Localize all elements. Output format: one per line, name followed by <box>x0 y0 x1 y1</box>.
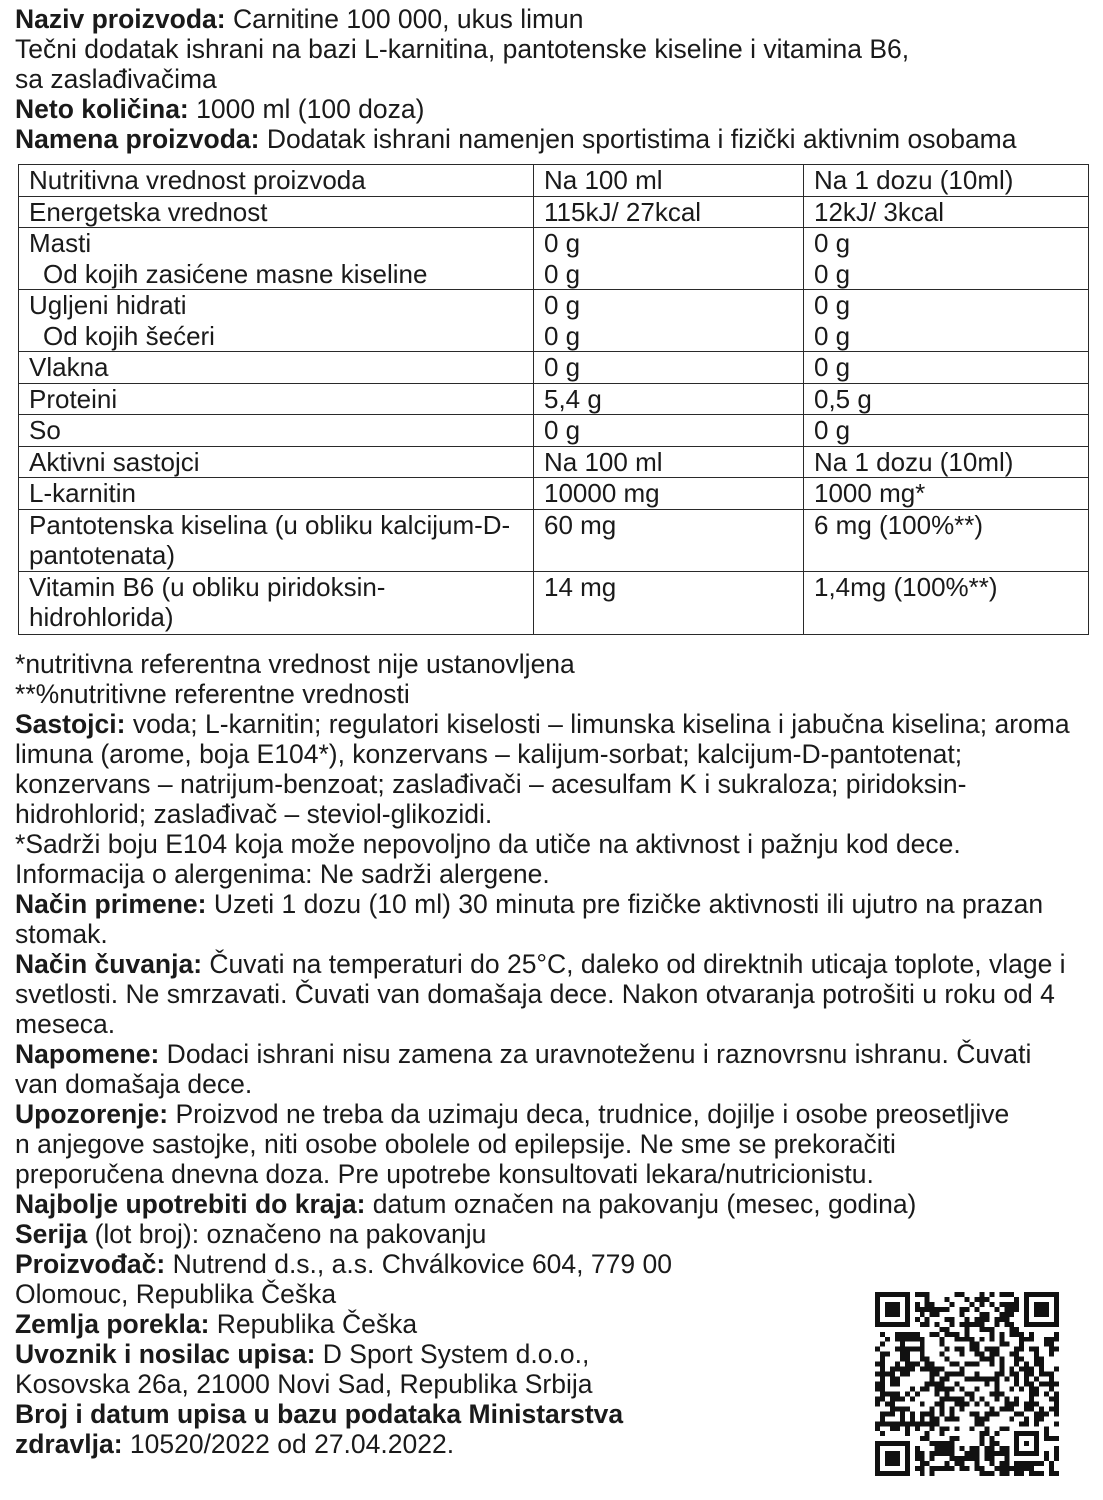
table-row <box>19 165 1089 197</box>
footnote: *nutritivna referentna vrednost nije ustanovljena <box>15 648 575 679</box>
table-cell: 60 mg <box>534 509 804 571</box>
product-purpose: Namena proizvoda: Dodatak ishrani namenjen sportistima i fizički aktivnim osobama <box>15 124 1017 154</box>
allergen-info: Informacija o alergenima: Ne sadrži alergene. <box>15 858 550 889</box>
footnote: **%nutritivne referentne vrednosti <box>15 678 410 709</box>
table-cell: L-karnitin <box>19 478 534 510</box>
table-cell: Energetska vrednost <box>19 196 534 228</box>
producer: Proizvođač: Nutrend d.s., a.s. Chválkovice 604, 779 00 Olomouc, Republika Češka <box>15 1248 672 1309</box>
table-cell: 14 mg <box>534 571 804 634</box>
table-cell: 6 mg (100%**) <box>804 509 1089 571</box>
table-cell: Pantotenska kiselina (u obliku kalcijum-D-pantotenata) <box>19 509 534 571</box>
net-quantity: Neto količina: 1000 ml (100 doza) <box>15 94 425 124</box>
usage: Način primene: Uzeti 1 dozu (10 ml) 30 minuta pre fizičke aktivnosti ili ujutro na prazan stomak. <box>15 888 1044 949</box>
nutrition-table <box>18 164 1089 635</box>
table-row <box>19 478 1089 510</box>
table-cell: 1000 mg* <box>804 478 1089 510</box>
table-cell: 0 g 0 g <box>804 290 1089 352</box>
e104-note: *Sadrži boju E104 koja može nepovoljno da utiče na aktivnost i pažnju kod dece. <box>15 828 961 859</box>
table-cell: 12kJ/ 3kcal <box>804 196 1089 228</box>
table-cell: Na 1 dozu (10ml) <box>804 446 1089 478</box>
remarks: Napomene: Dodaci ishrani nisu zamena za uravnoteženu i raznovrsnu ishranu. Čuvati van domašaja dece. <box>15 1038 1032 1099</box>
table-cell: 0 g <box>534 415 804 447</box>
table-cell: 5,4 g <box>534 383 804 415</box>
table-cell: Ugljeni hidrati Od kojih šećeri <box>19 290 534 352</box>
table-row <box>19 352 1089 384</box>
table-cell: Na 100 ml <box>534 165 804 197</box>
registry: Broj i datum upisa u bazu podataka Ministarstva zdravlja: 10520/2022 od 27.04.2022. <box>15 1398 624 1459</box>
ingredients: Sastojci: voda; L-karnitin; regulatori kiselosti – limunska kiselina i jabučna kiselina; aroma limuna (arome, boja E104*), konzervans – kalijum-sorbat; kalcijum-D-pantotenat; konzervans – natrijum-benzoat; zaslađivači – acesulfam K i sukraloza; piridoksin-hidrohlorid; zaslađivač – steviol-glikozidi. <box>15 708 1070 829</box>
country-of-origin: Zemlja porekla: Republika Češka <box>15 1308 418 1339</box>
table-cell: 0 g <box>804 415 1089 447</box>
best-before: Najbolje upotrebiti do kraja: datum označen na pakovanju (mesec, godina) <box>15 1188 917 1219</box>
qr-code-icon <box>875 1292 1059 1476</box>
product-description: Tečni dodatak ishrani na bazi L-karnitina, pantotenske kiseline i vitamina B6, sa zaslađivačima <box>15 34 910 94</box>
table-cell: Aktivni sastojci <box>19 446 534 478</box>
table-cell: Vitamin B6 (u obliku piridoksin-hidrohlorida) <box>19 571 534 634</box>
table-cell: Nutritivna vrednost proizvoda <box>19 165 534 197</box>
table-cell: Proteini <box>19 383 534 415</box>
table-row <box>19 571 1089 634</box>
table-cell: Vlakna <box>19 352 534 384</box>
table-cell: 1,4mg (100%**) <box>804 571 1089 634</box>
label-document <box>15 4 1090 1459</box>
table-cell: Masti Od kojih zasićene masne kiseline <box>19 228 534 290</box>
table-row <box>19 415 1089 447</box>
table-cell: 10000 mg <box>534 478 804 510</box>
table-cell: 0 g 0 g <box>804 228 1089 290</box>
table-row-group <box>19 228 1089 290</box>
table-cell: 0 g <box>534 352 804 384</box>
table-row-group <box>19 290 1089 352</box>
table-row <box>19 509 1089 571</box>
table-cell: 0 g <box>804 352 1089 384</box>
table-row <box>19 196 1089 228</box>
warning: Upozorenje: Proizvod ne treba da uzimaju deca, trudnice, dojilje i osobe preosetljive n anjegove sastojke, niti osobe obolele od epilepsije. Ne sme se prekoračiti preporučena dnevna doza. Pre upotrebe konsultovati lekara/nutricionistu. <box>15 1098 1010 1189</box>
table-row <box>19 446 1089 478</box>
importer: Uvoznik i nosilac upisa: D Sport System d.o.o., Kosovska 26a, 21000 Novi Sad, Republika Srbija <box>15 1338 593 1399</box>
table-cell: Na 100 ml <box>534 446 804 478</box>
table-cell: So <box>19 415 534 447</box>
table-cell: 0 g 0 g <box>534 290 804 352</box>
storage: Način čuvanja: Čuvati na temperaturi do 25°C, daleko od direktnih uticaja toplote, vlage i svetlosti. Ne smrzavati. Čuvati van domašaja dece. Nakon otvaranja potrošiti u roku od 4 meseca. <box>15 948 1066 1039</box>
product-name: Naziv proizvoda: Carnitine 100 000, ukus limun <box>15 4 584 34</box>
table-cell: Na 1 dozu (10ml) <box>804 165 1089 197</box>
table-cell: 0,5 g <box>804 383 1089 415</box>
table-cell: 115kJ/ 27kcal <box>534 196 804 228</box>
lot-number: Serija (lot broj): označeno na pakovanju <box>15 1218 487 1249</box>
table-cell: 0 g 0 g <box>534 228 804 290</box>
table-row <box>19 383 1089 415</box>
